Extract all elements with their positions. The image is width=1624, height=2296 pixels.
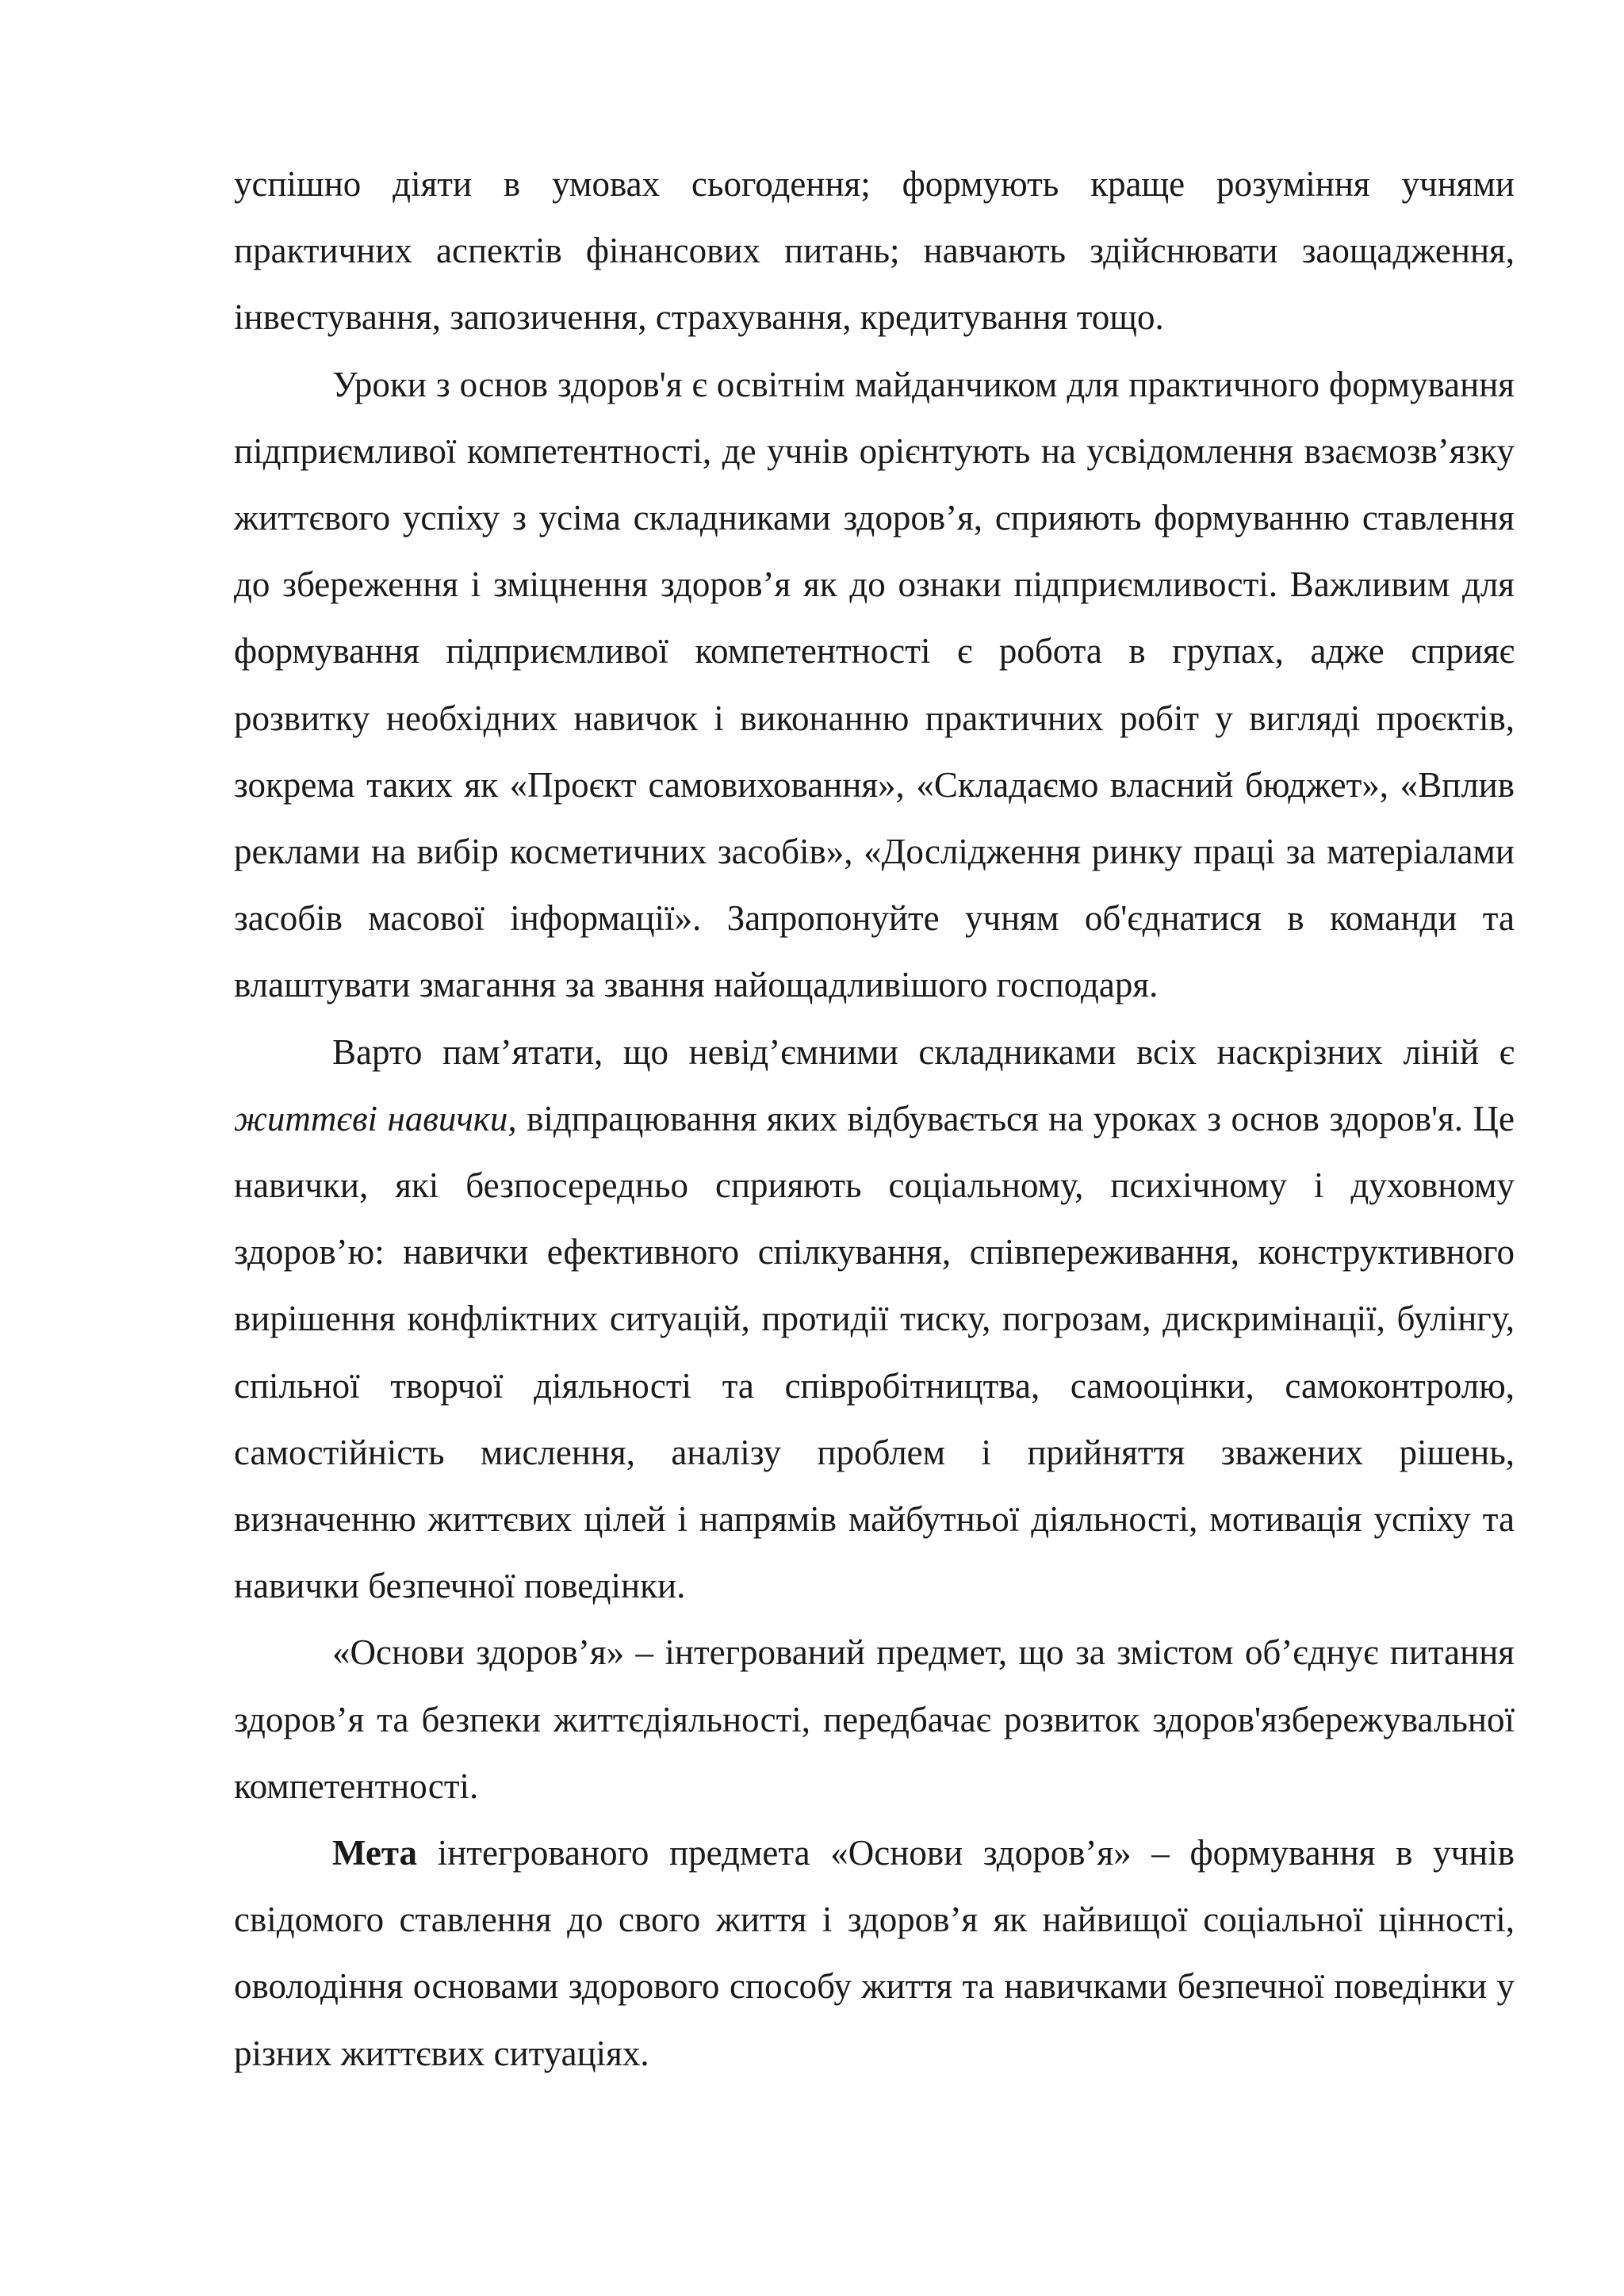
paragraph-3	[234, 1019, 1515, 1620]
paragraph-2-text: Уроки з основ здоров'я є освітнім майданчиком для практичного формування підприємливої компетентності, де учнів орієнтують на усвідомлення взаємозв’язку життєвого успіху з усіма складниками здоров’я, сприяють формуванню ставлення до збереження і зміцнення здоров’я як до ознаки підприємливості. Важливим для формування підприємливої компетентності є робота в групах, адже сприяє розвитку необхідних навичок і виконанню практичних робіт у вигляді проєктів, зокрема таких як «Проєкт самовиховання», «Складаємо власний бюджет», «Вплив реклами на вибір косметичних засобів», «Дослідження ринку праці за матеріалами засобів масової інформації». Запропонуйте учням об'єднатися в команди та влаштувати змагання за звання найощадливішого господаря.	[234, 364, 1515, 1005]
paragraph-3-lead: Варто пам’ятати, що невід’ємними складниками всіх наскрізних ліній є	[332, 1031, 1515, 1072]
paragraph-5	[234, 1820, 1515, 2087]
paragraph-1-text: успішно діяти в умовах сьогодення; формують краще розуміння учнями практичних аспектів фінансових питань; навчають здійснювати заощадження, інвестування, запозичення, страхування, кредитування тощо.	[234, 164, 1515, 338]
text-column	[234, 151, 1515, 2087]
paragraph-5-rest: інтегрованого предмета «Основи здоров’я» – формування в учнів свідомого ставлення до свого життя і здоров’я як найвищої соціальної цінності, оволодіння основами здорового способу життя та навичками безпечної поведінки у різних життєвих ситуаціях.	[234, 1833, 1515, 2073]
paragraph-3-emphasis: життєві навички,	[234, 1098, 517, 1138]
paragraph-5-bold-term: Мета	[332, 1833, 418, 1873]
paragraph-4	[234, 1619, 1515, 1820]
paragraph-1	[234, 151, 1515, 351]
paragraph-3-rest: відпрацювання яких відбувається на уроках з основ здоров'я. Це навички, які безпосередньо сприяють соціальному, психічному і духовному здоров’ю: навички ефективного спілкування, співпереживання, конструктивного вирішення конфліктних ситуацій, протидії тиску, погрозам, дискримінації, булінгу, спільної творчої діяльності та співробітництва, самооцінки, самоконтролю, самостійність мислення, аналізу проблем і прийняття зважених рішень, визначенню життєвих цілей і напрямів майбутньої діяльності, мотивація успіху та навички безпечної поведінки.	[234, 1098, 1515, 1606]
paragraph-2	[234, 351, 1515, 1019]
paragraph-4-text: «Основи здоров’я» – інтегрований предмет, що за змістом об’єднує питання здоров’я та безпеки життєдіяльності, передбачає розвиток здоров'язбережувальної компетентності.	[234, 1632, 1515, 1806]
